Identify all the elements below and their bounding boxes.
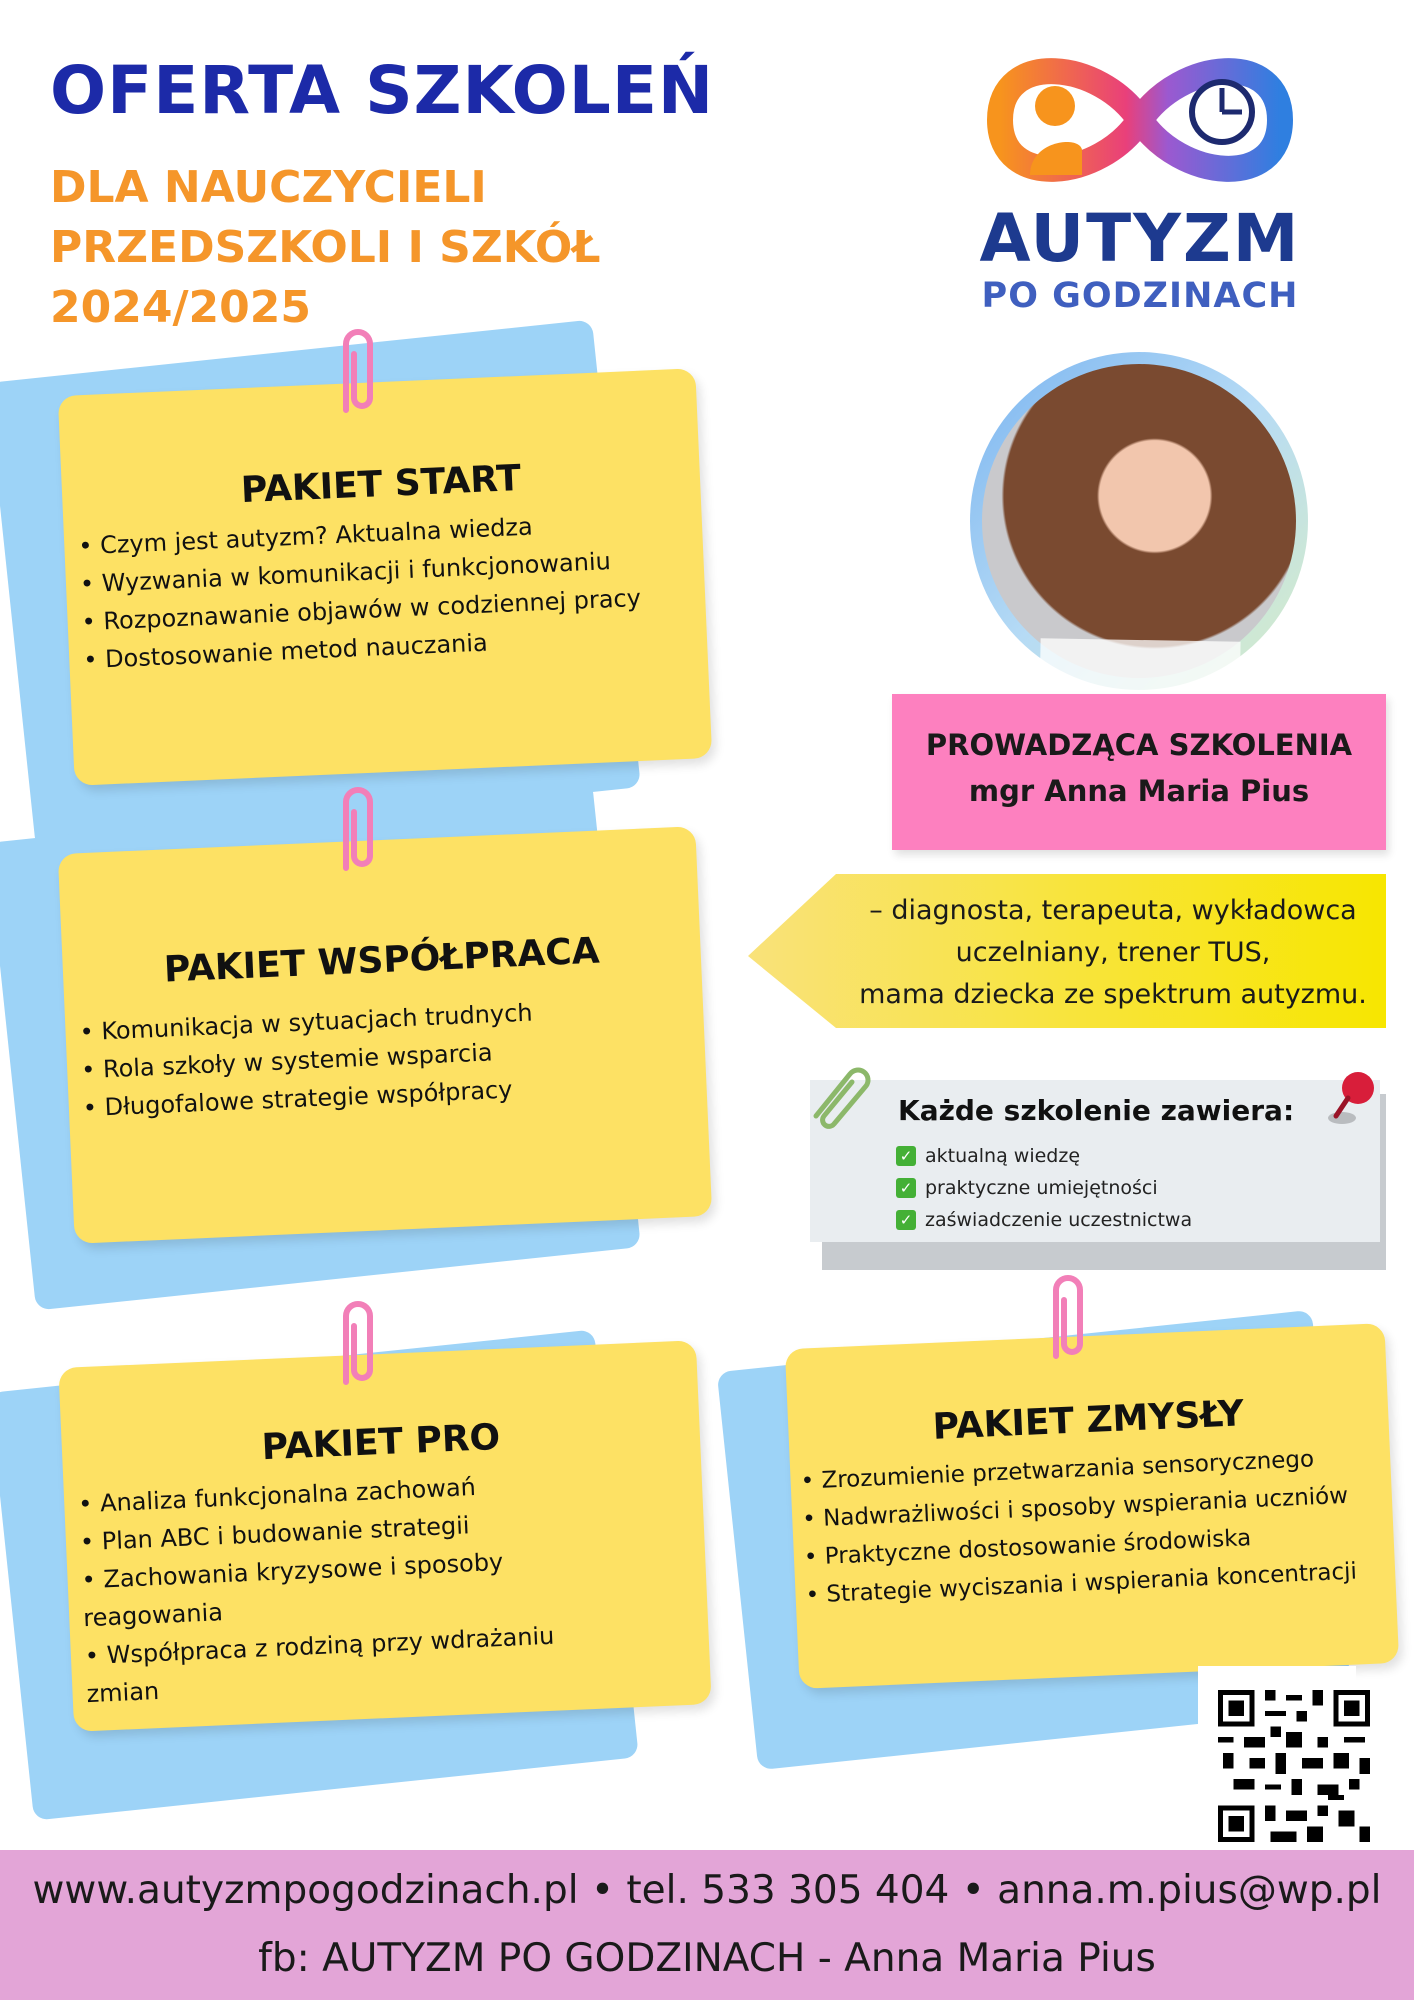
subtitle-line-2: PRZEDSZKOLI I SZKÓŁ	[50, 222, 601, 273]
list-item: • Rozpoznawanie objawów w codziennej pracy	[81, 579, 642, 641]
footer-contact[interactable]: www.autyzmpogodzinach.pl • tel. 533 305 404 • anna.m.pius@wp.pl	[32, 1868, 1382, 1913]
list-item: • Nadwrażliwości i sposoby wspierania uczniów	[801, 1475, 1382, 1538]
logo-text-po-godzinach: PO GODZINACH	[981, 276, 1299, 316]
list-item	[896, 1204, 1192, 1236]
list-item: • Współpraca z rodziną przy wdrażaniu zmian	[84, 1614, 627, 1713]
includes-item-label: aktualną wiedzę	[925, 1145, 1081, 1167]
includes-list	[896, 1140, 1192, 1236]
page-subtitle	[50, 158, 601, 338]
paperclip-icon	[1046, 1270, 1090, 1366]
list-item: • Długofalowe strategie współpracy	[82, 1069, 537, 1127]
card-zmysly-list	[800, 1437, 1386, 1614]
paperclip-icon	[336, 1296, 380, 1392]
trainer-label-box	[892, 694, 1386, 850]
list-item: • Praktyczne dostosowanie środowiska	[803, 1513, 1384, 1576]
card-start-title: PAKIET START	[240, 457, 522, 512]
checkmark-icon: ✓	[896, 1146, 916, 1166]
trainer-desc-line-3: mama dziecka ze spektrum autyzmu.	[859, 979, 1367, 1010]
card-wspolpraca-list	[79, 994, 537, 1128]
paperclip-icon	[336, 782, 380, 878]
pushpin-icon	[1318, 1064, 1388, 1134]
trainer-desc-line-1: – diagnosta, terapeuta, wykładowca	[869, 895, 1357, 926]
trainer-photo	[982, 364, 1296, 678]
footer-facebook[interactable]: fb: AUTYZM PO GODZINACH - Anna Maria Pius	[258, 1936, 1156, 1981]
trainer-name: mgr Anna Maria Pius	[968, 774, 1310, 808]
card-pro-list	[77, 1462, 626, 1713]
paperclip-icon	[336, 324, 380, 420]
list-item	[896, 1140, 1192, 1172]
list-item: • Wyzwania w komunikacji i funkcjonowaniu	[79, 541, 640, 603]
list-item: • Plan ABC i budowanie strategii	[79, 1500, 620, 1562]
checkmark-icon: ✓	[896, 1210, 916, 1230]
subtitle-line-1: DLA NAUCZYCIELI	[50, 162, 487, 213]
list-item: • Zrozumienie przetwarzania sensorycznego	[800, 1437, 1381, 1500]
trainer-label: PROWADZĄCA SZKOLENIA	[925, 728, 1353, 762]
page-title: OFERTA SZKOLEŃ	[50, 52, 715, 129]
checkmark-icon: ✓	[896, 1178, 916, 1198]
card-start-list	[78, 503, 644, 679]
card-start	[58, 368, 712, 785]
card-pro	[58, 1340, 711, 1731]
card-wspolpraca	[58, 826, 712, 1243]
list-item: • Komunikacja w sytuacjach trudnych	[79, 994, 534, 1052]
trainer-desc-line-2: uczelniany, trener TUS,	[955, 937, 1271, 968]
paperclip-icon	[804, 1060, 874, 1130]
subtitle-line-3: 2024/2025	[50, 282, 311, 333]
card-pro-title: PAKIET PRO	[260, 1416, 502, 1469]
logo-text-autyzm: AUTYZM	[979, 200, 1301, 277]
includes-item-label: zaświadczenie uczestnictwa	[925, 1209, 1193, 1231]
list-item: • Czym jest autyzm? Aktualna wiedza	[78, 503, 639, 565]
includes-item-label: praktyczne umiejętności	[925, 1177, 1158, 1199]
card-wspolpraca-title: PAKIET WSPÓŁPRACA	[163, 930, 601, 991]
includes-title: Każde szkolenie zawiera:	[898, 1094, 1295, 1127]
card-zmysly	[785, 1323, 1399, 1689]
list-item: • Analiza funkcjonalna zachowań	[77, 1462, 618, 1524]
list-item: • Zachowania kryzysowe i sposoby reagowania	[81, 1538, 624, 1637]
list-item: • Strategie wyciszania i wspierania koncentracji	[805, 1551, 1386, 1614]
list-item	[896, 1172, 1192, 1204]
qr-code-icon[interactable]	[1218, 1690, 1370, 1842]
list-item: • Rola szkoły w systemie wsparcia	[80, 1032, 535, 1090]
list-item: • Dostosowanie metod nauczania	[83, 617, 644, 679]
trainer-description	[840, 890, 1386, 1016]
card-zmysly-title: PAKIET ZMYSŁY	[931, 1393, 1245, 1448]
